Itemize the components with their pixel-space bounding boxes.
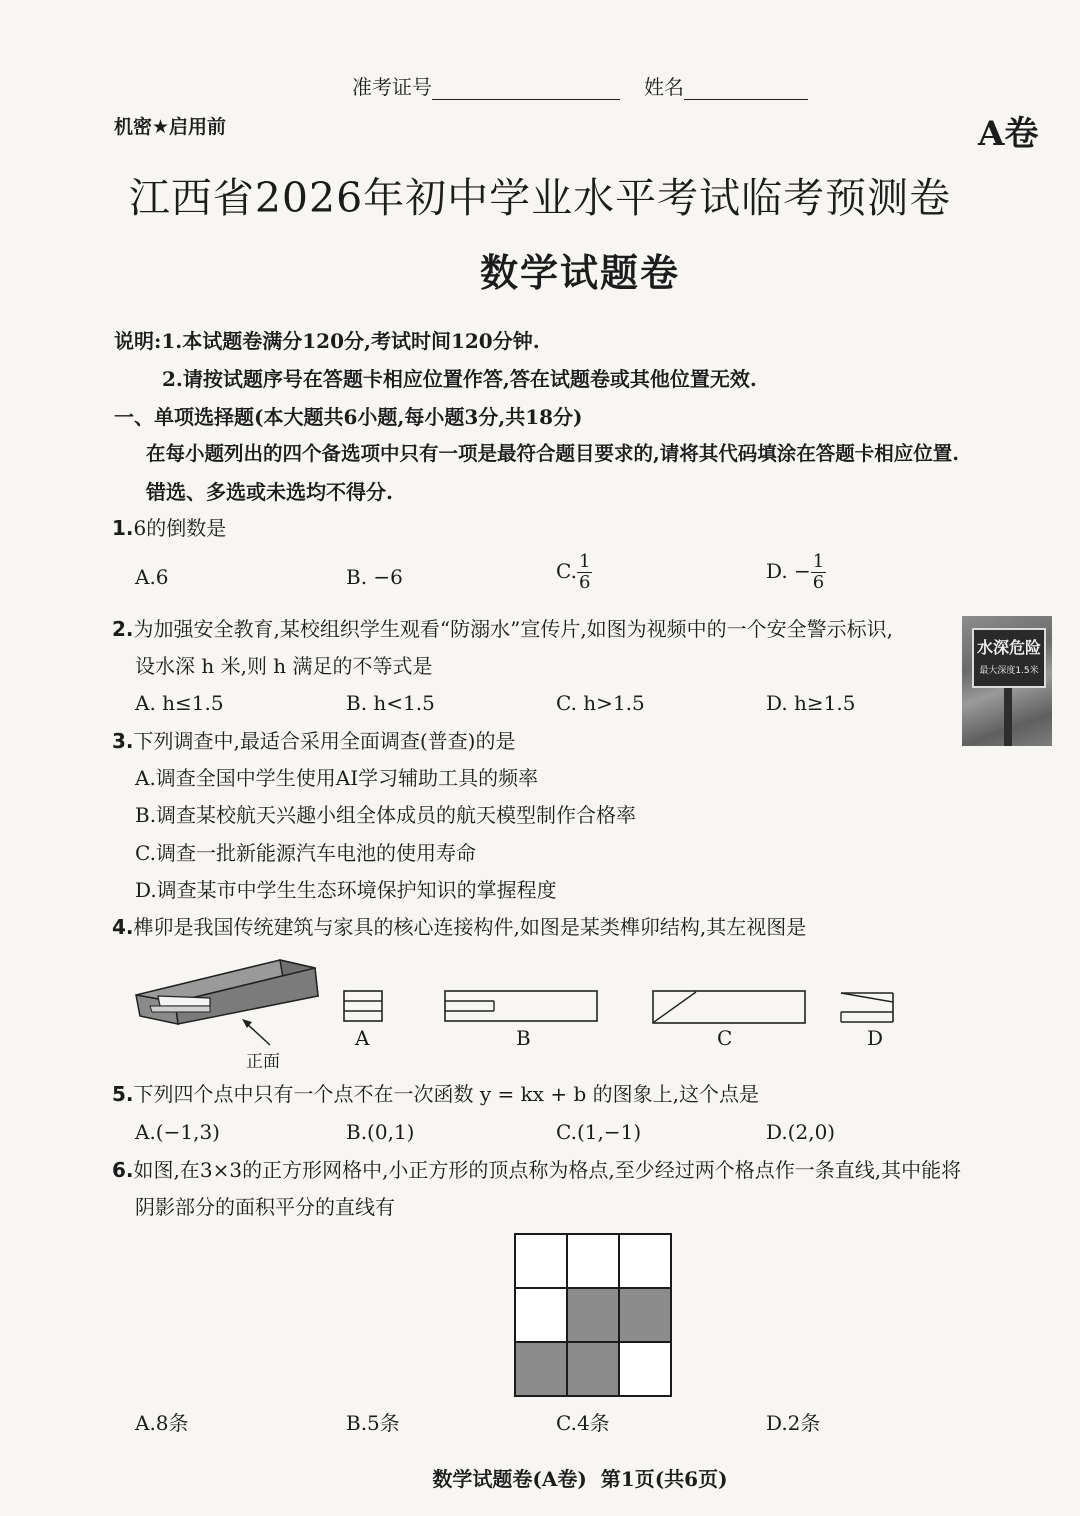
q1-d-numerator: 1 xyxy=(812,551,825,572)
q4-option-d-label: D xyxy=(867,1026,884,1050)
grid-cell-shaded xyxy=(567,1342,619,1396)
instructions-item2: 2.请按试题序号在答题卡相应位置作答,答在试题卷或其他位置无效. xyxy=(162,367,757,391)
tenon-notch xyxy=(150,1006,210,1012)
tenon-slot xyxy=(158,996,210,1006)
q1-option-c-fraction xyxy=(577,552,592,593)
name-label: 姓名 xyxy=(644,75,684,99)
q2-number: 2. xyxy=(112,617,134,641)
q6-option-d: D.2条 xyxy=(766,1411,821,1435)
q4-option-c-figure xyxy=(652,990,808,1024)
instructions-item1: 1.本试题卷满分120分,考试时间120分钟. xyxy=(161,329,540,353)
exam-id-blank xyxy=(432,79,620,100)
q2-stem-line2: 设水深 h 米,则 h 满足的不等式是 xyxy=(135,654,433,678)
secret-label: 机密★启用前 xyxy=(114,116,227,138)
grid-cell xyxy=(619,1234,671,1288)
q1-c-denominator: 6 xyxy=(578,572,591,593)
q1-option-d-fraction xyxy=(811,552,826,593)
grid-cell xyxy=(515,1288,567,1342)
q4-stem-line xyxy=(112,914,806,940)
name-field xyxy=(644,74,808,100)
q6-option-a: A.8条 xyxy=(135,1411,189,1435)
exam-id-label: 准考证号 xyxy=(352,75,432,99)
q1-c-numerator: 1 xyxy=(578,551,591,572)
q2-stem-line1 xyxy=(112,616,893,642)
q1-option-d xyxy=(766,552,826,593)
q4-option-b-label: B xyxy=(516,1026,531,1050)
exam-title: 江西省2026年初中学业水平考试临考预测卷 xyxy=(128,174,952,222)
q1-number: 1. xyxy=(112,516,134,540)
q1-d-denominator: 6 xyxy=(812,572,825,593)
q1-option-a: A.6 xyxy=(135,565,169,589)
grid-cell-shaded xyxy=(619,1288,671,1342)
page-footer: 数学试题卷(A卷) 第1页(共6页) xyxy=(432,1467,728,1491)
q2-option-c: C. h>1.5 xyxy=(556,691,645,715)
exam-id-field xyxy=(352,74,620,100)
q3-option-d: D.调查某市中学生生态环境保护知识的掌握程度 xyxy=(135,878,557,902)
q2-option-b: B. h<1.5 xyxy=(346,691,435,715)
q3-number: 3. xyxy=(112,729,134,753)
q4-option-a-figure xyxy=(343,990,385,1022)
q1-stem: 6的倒数是 xyxy=(133,516,227,540)
q3-option-c: C.调查一批新能源汽车电池的使用寿命 xyxy=(135,841,476,865)
grid-cell-shaded xyxy=(567,1288,619,1342)
section1-heading: 一、单项选择题(本大题共6小题,每小题3分,共18分) xyxy=(114,405,583,429)
q4-option-d-figure xyxy=(840,992,896,1024)
q5-option-a: A.(−1,3) xyxy=(135,1120,220,1144)
grid-cell-shaded xyxy=(515,1342,567,1396)
q6-stem-text1: 如图,在3×3的正方形网格中,小正方形的顶点称为格点,至少经过两个格点作一条直线,其中能将 xyxy=(133,1158,962,1182)
q6-option-c: C.4条 xyxy=(556,1411,610,1435)
q5-option-b: B.(0,1) xyxy=(346,1120,415,1144)
q1-option-d-prefix: D. − xyxy=(766,559,811,583)
volume-label: A卷 xyxy=(978,114,1039,154)
q2-option-d: D. h≥1.5 xyxy=(766,691,856,715)
warning-sign-photo xyxy=(962,616,1052,746)
q3-option-b: B.调查某校航天兴趣小组全体成员的航天模型制作合格率 xyxy=(135,803,637,827)
q6-stem-line1 xyxy=(112,1157,961,1183)
q4-stem: 榫卯是我国传统建筑与家具的核心连接构件,如图是某类榫卯结构,其左视图是 xyxy=(133,915,807,939)
sign-text-line1: 水深危险 xyxy=(976,638,1041,657)
sign-text-line2: 最大深度1.5米 xyxy=(979,666,1039,676)
q2-option-a: A. h≤1.5 xyxy=(135,691,224,715)
q4-option-a-label: A xyxy=(355,1026,370,1050)
q1-option-b: B. −6 xyxy=(346,565,403,589)
q4-number: 4. xyxy=(112,915,134,939)
q3-stem: 下列调查中,最适合采用全面调查(普查)的是 xyxy=(133,729,516,753)
q6-option-b: B.5条 xyxy=(346,1411,400,1435)
exam-subtitle: 数学试题卷 xyxy=(479,251,680,295)
warning-sign-board xyxy=(972,628,1046,688)
q1-option-c-prefix: C. xyxy=(556,559,577,583)
grid-cell xyxy=(567,1234,619,1288)
q4-option-b-figure xyxy=(444,990,600,1022)
q4-option-c-label: C xyxy=(717,1026,733,1050)
front-label: 正面 xyxy=(246,1052,280,1072)
q2-stem-text1: 为加强安全教育,某校组织学生观看“防溺水”宣传片,如图为视频中的一个安全警示标识, xyxy=(133,617,894,641)
q5-option-c: C.(1,−1) xyxy=(556,1120,642,1144)
q1-stem-line xyxy=(112,515,226,541)
q3-stem-line xyxy=(112,728,515,754)
q6-grid-figure xyxy=(513,1232,671,1397)
grid-cell xyxy=(619,1342,671,1396)
instructions-line1 xyxy=(114,328,540,354)
q6-number: 6. xyxy=(112,1158,134,1182)
q5-stem: 下列四个点中只有一个点不在一次函数 y = kx + b 的图象上,这个点是 xyxy=(133,1082,760,1106)
q5-number: 5. xyxy=(112,1082,134,1106)
mortise-tenon-3d-figure xyxy=(130,950,330,1050)
section1-desc-line1: 在每小题列出的四个备选项中只有一项是最符合题目要求的,请将其代码填涂在答题卡相应位置. xyxy=(146,442,960,465)
q5-option-d: D.(2,0) xyxy=(766,1120,836,1144)
instructions-lead: 说明: xyxy=(114,329,162,353)
q3-option-a: A.调查全国中学生使用AI学习辅助工具的频率 xyxy=(135,766,539,790)
name-blank xyxy=(684,79,808,100)
q1-option-c xyxy=(556,552,592,593)
q5-stem-line xyxy=(112,1081,759,1107)
q6-stem-line2: 阴影部分的面积平分的直线有 xyxy=(135,1195,395,1219)
section1-desc-line2: 错选、多选或未选均不得分. xyxy=(146,480,393,504)
warning-sign-pole xyxy=(1004,688,1012,746)
grid-cell xyxy=(515,1234,567,1288)
